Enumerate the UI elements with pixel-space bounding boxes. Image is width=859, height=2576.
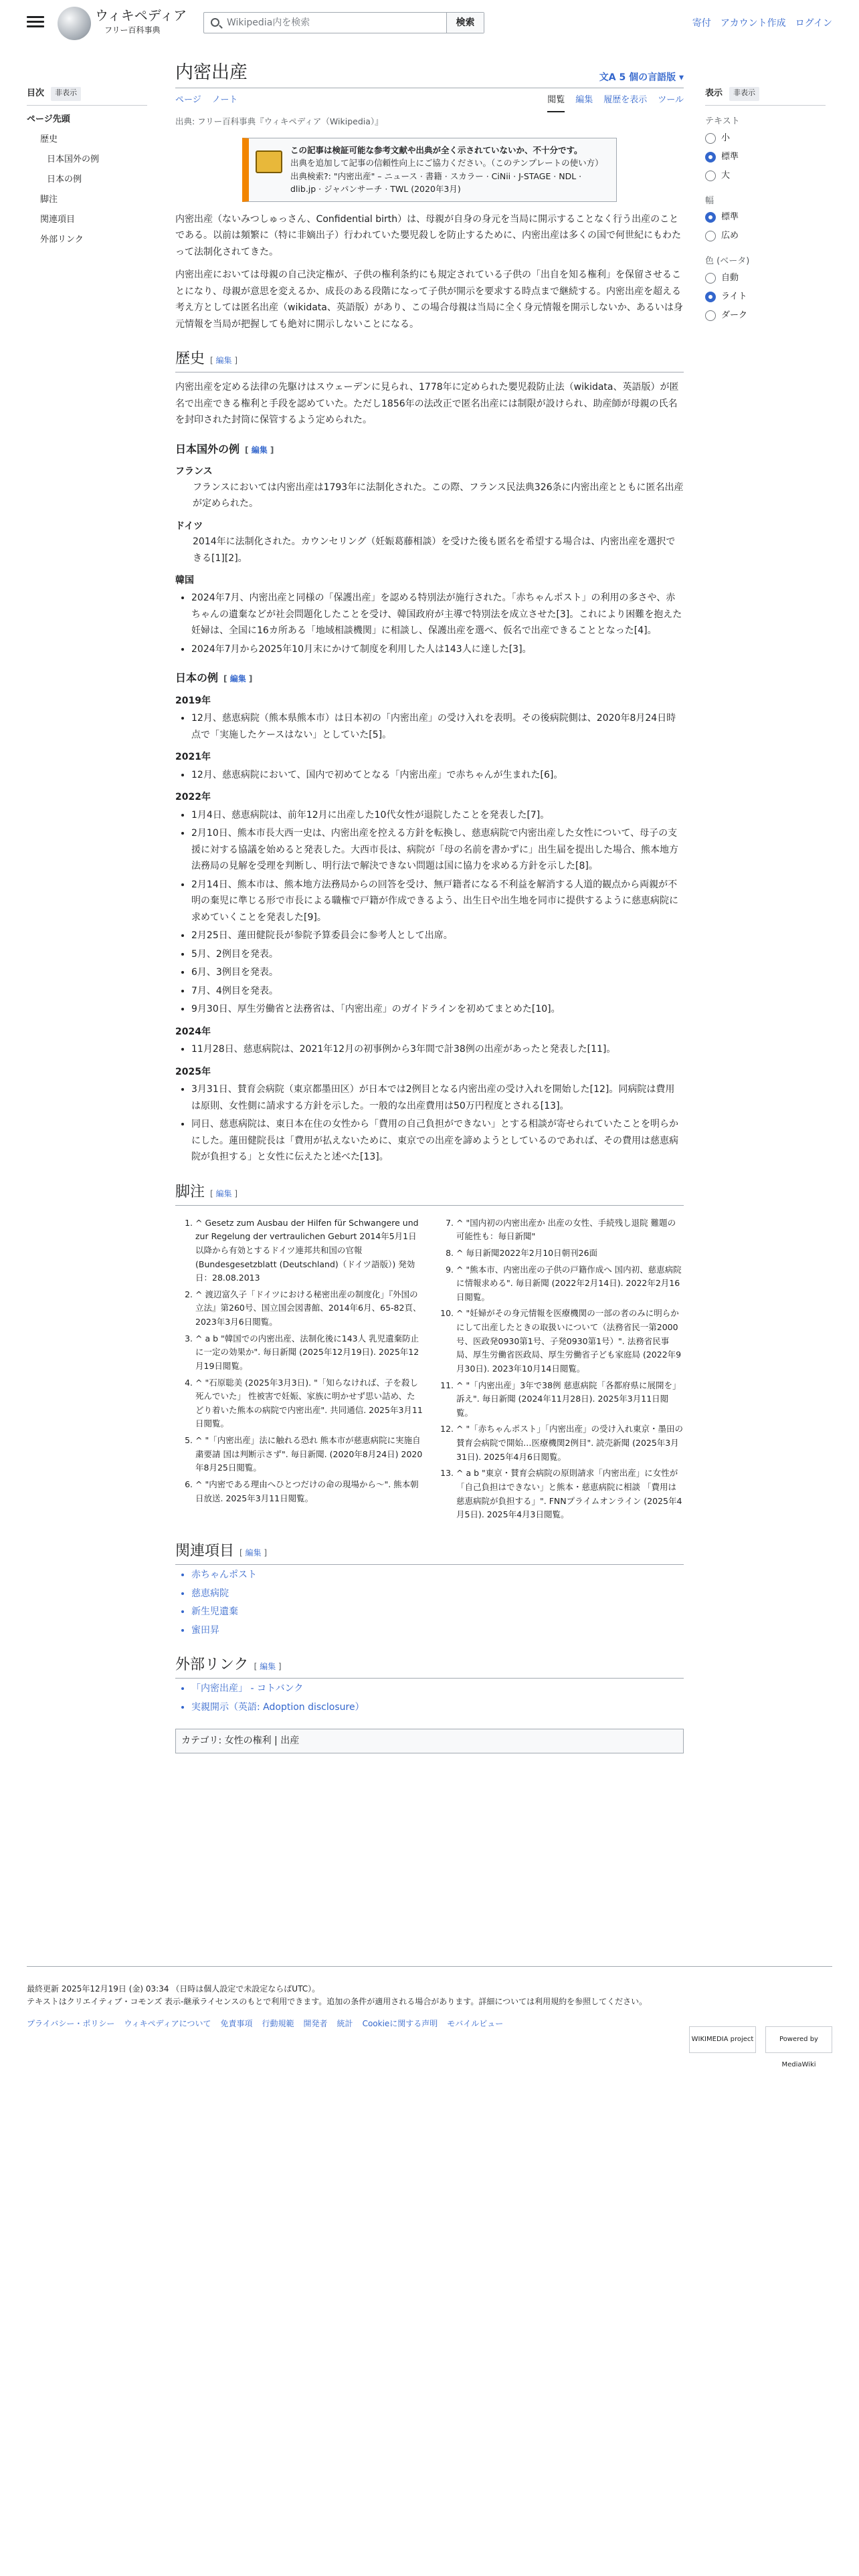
list-item: • 3月31日、賛育会病院（東京都墨田区）が日本では2例目となる内密出産の受け入れを開始した[12]。同病院は費用は原則、女性側に請求する方針を示した。一般的な出産費用は50万円程度とされる[13]。 xyxy=(191,1081,684,1114)
related-link[interactable]: • 慈恵病院 xyxy=(191,1586,684,1602)
tab-edit[interactable]: 編集 xyxy=(575,95,593,105)
reference-item: 3. ^ a b "韓国での内密出産、法制化後に143人 乳児遺棄防止に一定の効果か". 毎日新聞 (2025年12月19日). 2025年12月19日閲覧。 xyxy=(195,1332,423,1374)
notice-text[interactable]: 出典を追加して記事の信頼性向上にご協力ください。（このテンプレートの使い方） xyxy=(290,158,603,169)
reference-item: 11. ^ "「内密出産」3年で38例 慈恵病院「各都府県に展開を」訴え". 毎日新聞 (2024年11月28日). 2025年3月11日閲覧。 xyxy=(456,1379,684,1420)
external-link[interactable]: • 実親開示（英語: Adoption disclosure） xyxy=(191,1699,684,1716)
book-icon xyxy=(256,150,282,173)
korea-list xyxy=(191,590,684,657)
year-2019: 2019年 xyxy=(175,695,211,707)
radio-icon[interactable] xyxy=(705,310,716,321)
history-paragraph: 内密出産を定める法律の先駆けはスウェーデンに見られ、1778年に定められた嬰児殺防止法（wikidata、英語版）が匿名で出産できる権利と手段を認めていた。ただし1856年の法改正で匿名出産には制限が設けられ、助産師が母親の氏名を封印された封筒に保管するよう定められた。 xyxy=(175,382,679,426)
heading-related: 関連項目 [ 編集 ] xyxy=(175,1539,684,1565)
footer-link[interactable]: 開発者 xyxy=(303,2019,328,2029)
year-2021: 2021年 xyxy=(175,752,211,763)
reference-item: 8. ^ 毎日新聞2022年2月10日朝刊26面 xyxy=(456,1247,684,1261)
toc-item[interactable]: 脚注 xyxy=(40,194,58,205)
related-link[interactable]: • 赤ちゃんポスト xyxy=(191,1567,684,1584)
appearance-sidebar xyxy=(705,87,826,325)
list-item: • 7月、4例目を発表。 xyxy=(191,983,684,1000)
footer-link[interactable]: 免責事項 xyxy=(220,2019,253,2029)
list-item: • 5月、2例目を発表。 xyxy=(191,946,684,963)
intro-paragraph-2: 内密出産においては母親の自己決定権が、子供の権利条約にも規定されている子供の「出自を知る権利」を保留させることになり、母親が意思を変えるか、成長のある段階になって子供が開示を要求する時点まで継続する。内密出産を超える考え方としては匿名出産（wikidata、英語版）があり、この場合母親は当局に全く身元情報を開示しないか、あるいは身元情報を当局が把握しても絶対に開示しないことになる。 xyxy=(175,270,683,330)
list-item: • 2024年7月、内密出産と同様の「保護出産」を認める特別法が施行された。「赤ちゃんポスト」の利用の多さや、赤ちゃんの遺棄などが社会問題化したことを受け、韓国政府が主導で特別法を成立させた[3]。これにより困難を抱えた妊婦は、全国に16カ所ある「地域相談機関」に相談し、保護出産を選べ、仮名で出産できることとなった[4]。 xyxy=(191,590,684,639)
edit-link[interactable]: 編集 xyxy=(215,1188,232,1198)
menu-icon[interactable] xyxy=(27,13,44,31)
edit-link[interactable]: 編集 xyxy=(251,445,268,455)
footer-link[interactable]: 行動規範 xyxy=(262,2019,294,2029)
edit-link[interactable]: 編集 xyxy=(245,1547,262,1558)
france-text: フランスにおいては内密出産は1793年に法制化された。この際、フランス民法典326条に内密出産とともに匿名出産が定められた。 xyxy=(193,481,684,510)
footer-link[interactable]: 統計 xyxy=(337,2019,353,2029)
toc-item[interactable]: 日本国外の例 xyxy=(47,154,100,165)
heading-france: フランス xyxy=(175,466,213,477)
radio-option[interactable]: 広め xyxy=(705,227,826,245)
heading-notes: 脚注 [ 編集 ] xyxy=(175,1180,684,1206)
footer-link[interactable]: プライバシー・ポリシー xyxy=(27,2019,115,2029)
page-tabs xyxy=(175,88,684,112)
appearance-hide-button[interactable]: 非表示 xyxy=(729,87,759,101)
toc-item[interactable]: ページ先頭 xyxy=(27,114,70,124)
edit-link[interactable]: 編集 xyxy=(229,674,246,684)
reference-item: 10. ^ "妊婦がその身元情報を医療機関の一部の者のみに明らかにして出産したときの取扱いについて（法務省民一第2000号、医政発0930第1号、子発0930第1号）". 法務省民事局、厚生労働省医政局、厚生労働省子ども家庭局 (2022年9月30日). 2023年10月14日閲覧。 xyxy=(456,1307,684,1376)
from-line: 出典: フリー百科事典『ウィキペディア（Wikipedia）』 xyxy=(175,116,383,126)
donate-link[interactable]: 寄付 xyxy=(692,18,711,29)
toc-hide-button[interactable]: 非表示 xyxy=(51,87,81,101)
intro-paragraph: 内密出産（ないみつしゅっさん、Confidential birth）は、母親が自身の身元を当局に開示することなく行う出産のことである。以前は頻繁に（特に非嫡出子）行われていた嬰児殺しを防止するために、内密出産は多くの国で何世紀にもわたって法制化されてきた。 xyxy=(175,213,681,257)
footer-link[interactable]: モバイルビュー xyxy=(447,2019,504,2029)
language-button[interactable]: 文A 5 個の言語版 ▾ xyxy=(599,72,684,83)
list-item: • 2月14日、熊本市は、熊本地方法務局からの回答を受け、無戸籍者になる不利益を解消する人道的観点から両親が不明の棄児に準じる形で市長による職権で戸籍が作成できるよう、出生日や出生地を同市に提供するように慈恵病院に求めていくことを発表した[9]。 xyxy=(191,877,684,926)
article xyxy=(175,53,684,1753)
wordmark[interactable]: ウィキペディア xyxy=(95,7,187,23)
radio-icon[interactable] xyxy=(705,292,716,302)
search-button[interactable]: 検索 xyxy=(446,13,484,33)
radio-icon[interactable] xyxy=(705,212,716,223)
heading-japan: 日本の例 [ 編集 ] xyxy=(175,671,253,685)
year-2022: 2022年 xyxy=(175,792,211,803)
text-size-label: テキスト xyxy=(705,116,740,126)
toc-item[interactable]: 歴史 xyxy=(40,134,58,144)
radio-icon[interactable] xyxy=(705,133,716,144)
color-label: 色 (ベータ) xyxy=(705,256,750,267)
radio-option[interactable]: 小 xyxy=(705,129,826,148)
notice-search[interactable]: 出典検索?: "内密出産" – ニュース · 書籍 · スカラー · CiNii · J-STAGE · NDL · dlib.jp · ジャパンサーチ · TWL (2020年3月) xyxy=(290,171,582,195)
tab-tools[interactable]: ツール xyxy=(658,95,684,105)
wikipedia-globe-logo[interactable] xyxy=(58,7,91,40)
tab-talk[interactable]: ノート xyxy=(211,95,238,105)
mediawiki-badge[interactable]: Powered by MediaWiki xyxy=(765,2026,832,2053)
list-item: • 2月25日、蓮田健院長が参院予算委員会に参考人として出席。 xyxy=(191,928,684,944)
search-box xyxy=(203,12,484,33)
radio-icon[interactable] xyxy=(705,152,716,163)
search-icon xyxy=(211,18,219,27)
appearance-title: 表示 xyxy=(705,88,723,98)
list-item: • 2024年7月から2025年10月末にかけて制度を利用した人は143人に達した[3]。 xyxy=(191,641,684,658)
last-updated: 最終更新 2025年12月19日 (金) 03:34 （日時は個人設定で未設定ならばUTC）。 xyxy=(27,1984,320,1994)
toc-item[interactable]: 日本の例 xyxy=(47,174,82,185)
heading-history: 歴史 [ 編集 ] xyxy=(175,347,684,372)
list-item: • 同日、慈恵病院は、東日本在住の女性から「費用の自己負担ができない」とする相談が寄せられていたことを明らかにした。蓮田健院長は「費用が払えないために、東京での出産を諦めようとしているのであれば、その費用は慈恵病院が負担する」と女性に伝えたと述べた[13]。 xyxy=(191,1116,684,1166)
user-links xyxy=(692,16,832,31)
header xyxy=(0,0,859,47)
footer-link[interactable]: ウィキペディアについて xyxy=(124,2019,211,2029)
footer-link[interactable]: Cookieに関する声明 xyxy=(362,2019,438,2029)
notice-title: この記事は検証可能な参考文献や出典が全く示されていないか、不十分です。 xyxy=(290,145,583,155)
reference-item: 1. ^ Gesetz zum Ausbau der Hilfen für Schwangere und zur Regelung der vertraulichen Geburt 2014年5月1日以降から有効とするドイツ連邦共和国の官報(Bundesgesetzblatt (Deutschland)（ドイツ語版）) 発効日：28.08.2013 xyxy=(195,1216,423,1285)
width-label: 幅 xyxy=(705,195,714,206)
radio-icon[interactable] xyxy=(705,171,716,181)
list-item: • 12月、慈恵病院において、国内で初めてとなる「内密出産」で赤ちゃんが生まれた[6]。 xyxy=(191,767,684,784)
radio-option[interactable]: ライト xyxy=(705,288,826,306)
page-title: 内密出産 xyxy=(175,62,248,83)
reference-item: 6. ^ "内密である理由へひとつだけの命の現場から〜". 熊本朝日放送. 2025年3月11日閲覧。 xyxy=(195,1478,423,1505)
year-2025: 2025年 xyxy=(175,1066,211,1077)
list-item: • 12月、慈恵病院（熊本県熊本市）は日本初の「内密出産」の受け入れを表明。その後病院側は、2020年8月24日時点で「実施したケースはない」としていた[5]。 xyxy=(191,710,684,743)
radio-option[interactable]: 大 xyxy=(705,167,826,185)
login-link[interactable]: ログイン xyxy=(795,18,832,29)
reference-item: 5. ^ "「内密出産」法に触れる恐れ 熊本市が慈恵病院に実施自粛要請 国は判断示さず". 毎日新聞. (2020年8月24日) 2020年8月25日閲覧。 xyxy=(195,1434,423,1475)
toc-item[interactable]: 外部リンク xyxy=(40,234,84,245)
footer xyxy=(27,1966,832,2031)
license-text: テキストはクリエイティブ・コモンズ 表示-継承ライセンスのもとで利用できます。追加の条件が適用される場合があります。詳細については利用規約を参照してください。 xyxy=(27,1997,648,2007)
radio-icon[interactable] xyxy=(705,231,716,241)
heading-korea: 韓国 xyxy=(175,575,194,586)
reference-item: 4. ^ "石原聡美 (2025年3月3日). "「知らなければ、子を殺し死んでいた」 性被害で妊娠、家族に明かせず思い詰め、たどり着いた熊本の病院で内密出産". 共同通信. 2025年3月11日閲覧。 xyxy=(195,1376,423,1432)
toc-sidebar xyxy=(27,87,147,250)
heading-abroad: 日本国外の例 [ 編集 ] xyxy=(175,442,274,455)
radio-icon[interactable] xyxy=(705,273,716,284)
create-account-link[interactable]: アカウント作成 xyxy=(720,18,786,29)
maintenance-notice xyxy=(242,138,617,202)
tab-page[interactable]: ページ xyxy=(175,95,201,105)
list-item: • 9月30日、厚生労働省と法務省は、「内密出産」のガイドラインを初めてまとめた[10]。 xyxy=(191,1001,684,1018)
heading-external: 外部リンク [ 編集 ] xyxy=(175,1653,684,1679)
reference-item: 9. ^ "熊本市、内密出産の子供の戸籍作成へ 国内初、慈恵病院に情報求める". 毎日新聞 (2022年2月14日). 2022年2月16日閲覧。 xyxy=(456,1263,684,1305)
radio-option[interactable]: 標準 xyxy=(705,148,826,167)
tagline: フリー百科事典 xyxy=(104,25,161,35)
list-item: • 1月4日、慈恵病院は、前年12月に出産した10代女性が退院したことを発表した[7]。 xyxy=(191,807,684,824)
list-item: • 11月28日、慈恵病院は、2021年12月の初事例から3年間で計38例の出産があったと発表した[11]。 xyxy=(191,1041,684,1058)
heading-germany: ドイツ xyxy=(175,520,203,532)
references xyxy=(175,1216,684,1525)
search-input[interactable]: Wikipedia内を検索 xyxy=(204,13,446,33)
radio-option[interactable]: ダーク xyxy=(705,306,826,325)
wikimedia-badge[interactable]: WIKIMEDIA project xyxy=(689,2026,756,2053)
list-item: • 2月10日、熊本市長大西一史は、内密出産を控える方針を転換し、慈恵病院で内密出産した女性について、母子の支援に対する協議を始めると発表した。大西市長は、病院が「母の名前を書かずに」出生届を提出した場合、熊本地方法務局の見解を受理を判断し、明行法で解決できない問題は国に協力を求める方針を示した[8]。 xyxy=(191,825,684,875)
reference-item: 13. ^ a b "東京・賛育会病院の原則請求「内密出産」に女性が「自己負担はできない」と熊本・慈恵病院に相談 「費用は慈恵病院が負担する」". FNNプライムオンライン (2025年4月5日). 2025年4月3日閲覧。 xyxy=(456,1467,684,1522)
radio-option[interactable]: 標準 xyxy=(705,208,826,227)
tab-history[interactable]: 履歴を表示 xyxy=(603,95,648,105)
category-box[interactable]: カテゴリ: 女性の権利 | 出産 xyxy=(175,1729,684,1753)
reference-item: 12. ^ "「赤ちゃんポスト」「内密出産」の受け入れ東京・墨田の賛育会病院で開始…医療機関2例目". 読売新聞 (2025年3月31日). 2025年4月6日閲覧。 xyxy=(456,1422,684,1464)
radio-option[interactable]: 自動 xyxy=(705,269,826,288)
edit-link[interactable]: 編集 xyxy=(215,356,232,365)
related-link[interactable]: • 蜜田昇 xyxy=(191,1622,684,1639)
tab-read[interactable]: 閲覧 xyxy=(547,88,565,112)
reference-item: 2. ^ 渡辺富久子「ドイツにおける秘密出産の制度化」『外国の立法』第260号、国立国会図書館、2014年6月、65-82頁、2023年3月6日閲覧。 xyxy=(195,1288,423,1329)
toc-item[interactable]: 関連項目 xyxy=(40,214,76,225)
related-link[interactable]: • 新生児遺棄 xyxy=(191,1604,684,1620)
edit-link[interactable]: 編集 xyxy=(260,1662,276,1671)
toc-header: 目次 非表示 xyxy=(27,87,147,106)
external-link[interactable]: • 「内密出産」 - コトバンク xyxy=(191,1681,684,1697)
germany-text: 2014年に法制化された。カウンセリング（妊娠葛藤相談）を受けた後も匿名を希望する場合は、内密出産を選択できる[1][2]。 xyxy=(193,536,676,564)
year-2024: 2024年 xyxy=(175,1026,211,1037)
reference-item: 7. ^ "国内初の内密出産か 出産の女性、手続残し退院 難題の可能性も：毎日新聞" xyxy=(456,1216,684,1244)
list-item: • 6月、3例目を発表。 xyxy=(191,964,684,981)
